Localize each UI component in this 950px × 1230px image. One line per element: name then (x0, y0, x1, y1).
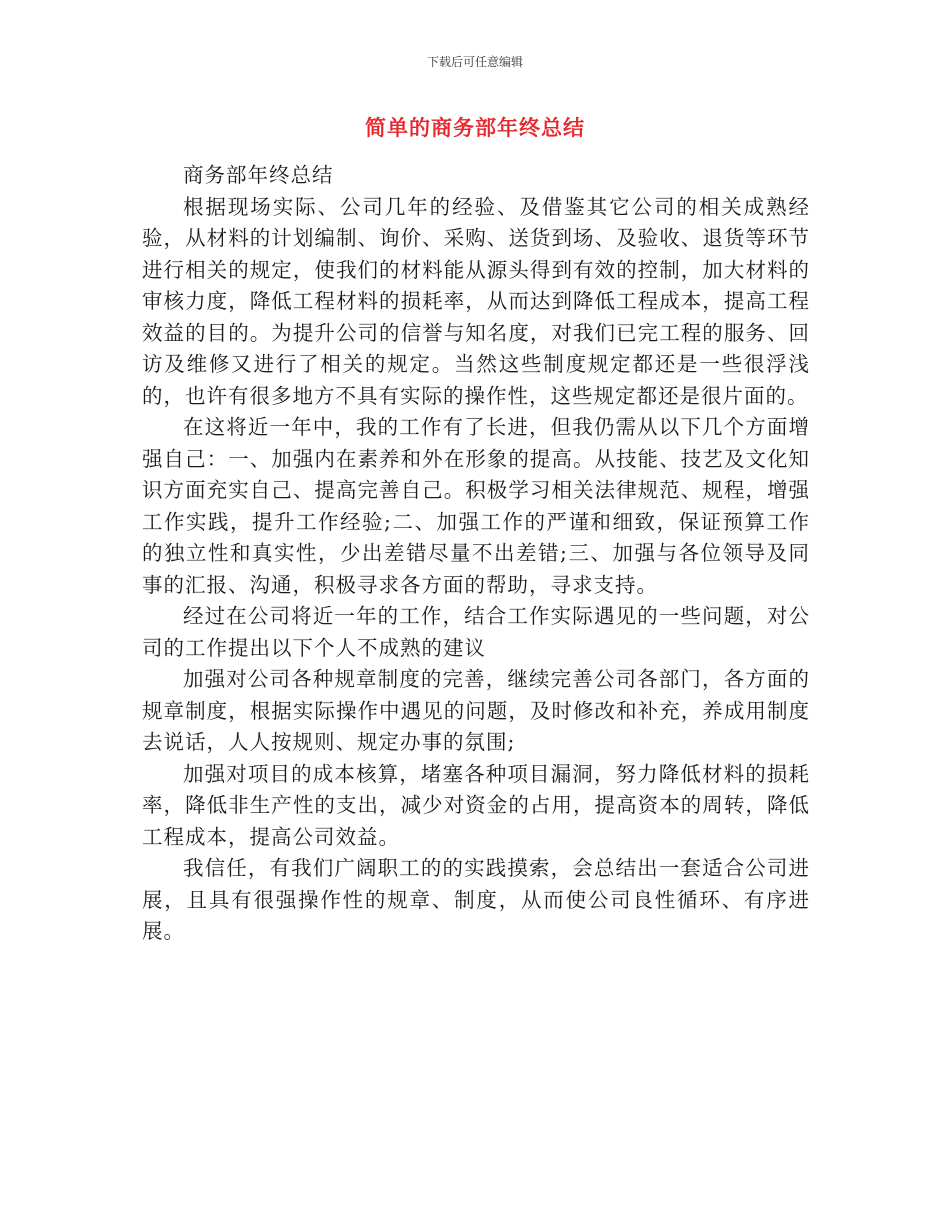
paragraph: 加强对项目的成本核算，堵塞各种项目漏洞，努力降低材料的损耗率，降低非生产性的支出，减少对资金的占用，提高资本的周转，降低工程成本，提高公司效益。 (142, 761, 810, 849)
paragraph: 在这将近一年中，我的工作有了长进，但我仍需从以下几个方面增强自己：一、加强内在素养和外在形象的提高。从技能、技艺及文化知识方面充实自己、提高完善自己。积极学习相关法律规范、规程，增强工作实践，提升工作经验;二、加强工作的严谨和细致，保证预算工作的独立性和真实性，少出差错尽量不出差错;三、加强与各位领导及同事的汇报、沟通，积极寻求各方面的帮助，寻求支持。 (142, 415, 810, 597)
page-header-note: 下载后可任意编辑 (426, 55, 523, 69)
paragraph-subtitle: 商务部年终总结 (183, 163, 334, 187)
paragraph: 根据现场实际、公司几年的经验、及借鉴其它公司的相关成熟经验，从材料的计划编制、询价、采购、送货到场、及验收、退货等环节进行相关的规定，使我们的材料能从源头得到有效的控制，加大材料的审核力度，降低工程材料的损耗率，从而达到降低工程成本，提高工程效益的目的。为提升公司的信誉与知名度，对我们已完工程的服务、回访及维修又进行了相关的规定。当然这些制度规定都还是一些很浮浅的，也许有很多地方不具有实际的操作性，这些规定都还是很片面的。 (142, 194, 810, 408)
document-title: 简单的商务部年终总结 (365, 116, 585, 140)
paragraph: 加强对公司各种规章制度的完善，继续完善公司各部门，各方面的规章制度，根据实际操作中遇见的问题，及时修改和补充，养成用制度去说话，人人按规则、规定办事的氛围; (142, 667, 810, 754)
paragraph: 经过在公司将近一年的工作，结合工作实际遇见的一些问题，对公司的工作提出以下个人不成熟的建议 (142, 604, 810, 660)
paragraph: 我信任，有我们广阔职工的的实践摸索，会总结出一套适合公司进展，且具有很强操作性的规章、制度，从而使公司良性循环、有序进展。 (142, 856, 810, 943)
document-body (142, 160, 810, 948)
